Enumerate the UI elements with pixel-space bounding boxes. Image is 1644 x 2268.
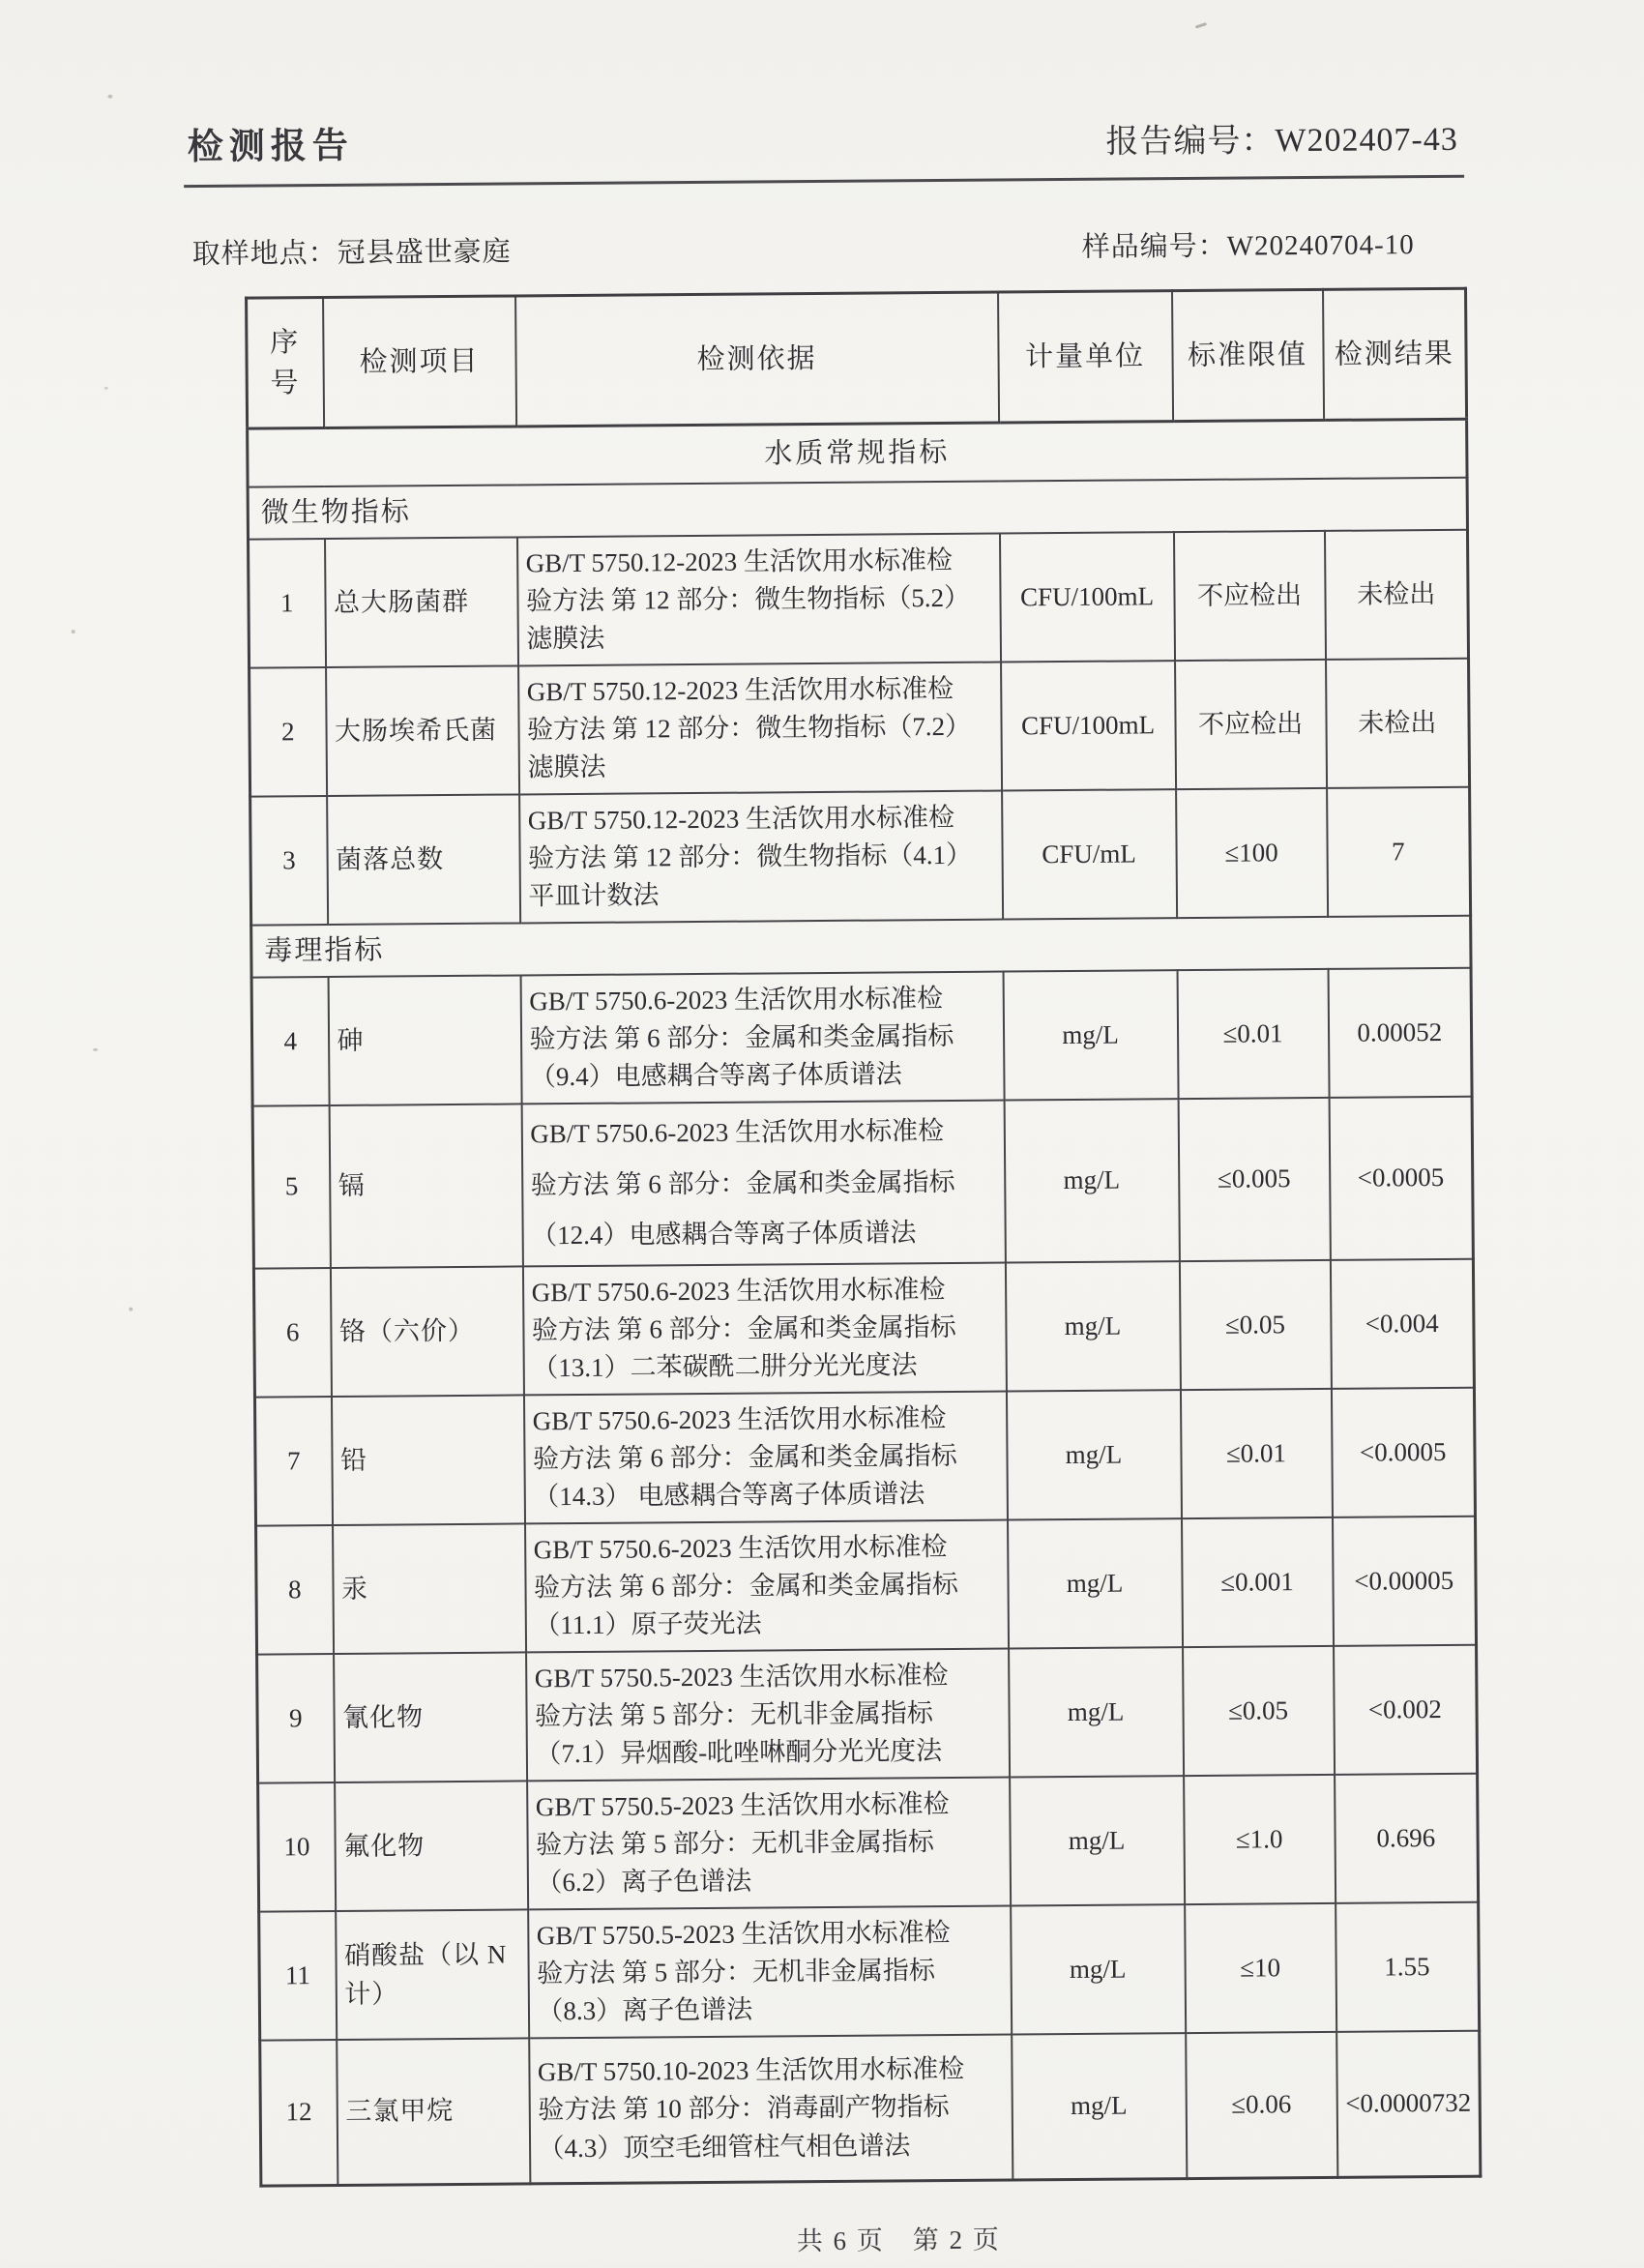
col-header-basis: 检测依据 [515, 292, 999, 427]
standard-limit: ≤0.001 [1181, 1517, 1333, 1647]
unit: mg/L [1003, 970, 1178, 1100]
test-basis: GB/T 5750.12-2023 生活饮用水标准检 验方法 第 12 部分：微生物指标（4.1） 平皿计数法 [519, 791, 1003, 924]
table-row [258, 1774, 1479, 1912]
scan-speck [72, 630, 75, 633]
section-row-microbial [248, 478, 1467, 540]
row-number: 8 [256, 1525, 334, 1655]
row-number: 11 [259, 1911, 337, 2041]
table-row [252, 1097, 1473, 1269]
test-basis: GB/T 5750.6-2023 生活饮用水标准检 验方法 第 6 部分：金属和类金属指标 （11.1）原子荧光法 [525, 1520, 1009, 1653]
test-basis: GB/T 5750.6-2023 生活饮用水标准检 验方法 第 6 部分：金属和类金属指标 （13.1）二苯碳酰二肼分光光度法 [522, 1263, 1006, 1396]
unit: CFU/100mL [1001, 661, 1176, 790]
table-row [250, 787, 1471, 926]
standard-limit: ≤0.05 [1183, 1646, 1335, 1776]
group-title: 水质常规指标 [248, 419, 1467, 486]
scan-speck [104, 387, 108, 390]
col-header-result: 检测结果 [1323, 288, 1467, 420]
table-row [260, 2031, 1481, 2186]
test-basis: GB/T 5750.6-2023 生活饮用水标准检 验方法 第 6 部分：金属和类金属指标 （14.3） 电感耦合等离子体质谱法 [523, 1392, 1007, 1524]
standard-limit: ≤0.01 [1180, 1389, 1332, 1518]
unit: mg/L [1011, 1904, 1186, 2034]
unit: mg/L [1006, 1390, 1181, 1519]
test-basis: GB/T 5750.5-2023 生活饮用水标准检 验方法 第 5 部分：无机非金属指标 （7.1）异烟酸-吡唑啉酮分光光度法 [526, 1649, 1010, 1782]
table-row [250, 659, 1470, 797]
unit: mg/L [1009, 1647, 1184, 1777]
row-number: 12 [260, 2040, 338, 2186]
page-footer: 共 6 页 第 2 页 [796, 2224, 1001, 2256]
row-number: 1 [249, 539, 326, 668]
test-result: <0.0000732 [1336, 2031, 1481, 2178]
test-basis: GB/T 5750.10-2023 生活饮用水标准检 验方法 第 10 部分：消毒副产物指标 （4.3）顶空毛细管柱气相色谱法 [529, 2034, 1013, 2183]
test-item: 总大肠菌群 [325, 537, 518, 667]
table-row [249, 530, 1469, 668]
test-result: <0.00005 [1332, 1517, 1476, 1646]
unit: CFU/100mL [999, 532, 1174, 662]
test-item: 铬（六价） [330, 1266, 523, 1397]
test-item: 氟化物 [335, 1781, 528, 1911]
test-item: 三氯甲烷 [337, 2038, 530, 2185]
report-number: 报告编号：W202407-43 [1105, 121, 1458, 161]
col-header-no: 序号 [247, 298, 324, 429]
col-header-unit: 计量单位 [998, 291, 1173, 423]
test-result: 1.55 [1336, 1902, 1480, 2032]
row-number: 4 [251, 977, 329, 1106]
test-result: <0.0005 [1331, 1388, 1475, 1517]
section-title: 毒理指标 [251, 916, 1471, 978]
table-row [259, 1902, 1480, 2041]
test-result: 7 [1327, 787, 1471, 917]
test-item: 镉 [329, 1104, 522, 1268]
standard-limit: ≤0.06 [1186, 2032, 1337, 2179]
test-item: 硝酸盐（以 N 计） [336, 1909, 529, 2040]
standard-limit: ≤0.01 [1177, 969, 1329, 1099]
test-item: 汞 [333, 1523, 526, 1654]
sampling-site: 取样地点：冠县盛世豪庭 [191, 236, 512, 271]
test-basis: GB/T 5750.12-2023 生活饮用水标准检 验方法 第 12 部分：微生物指标（5.2） 滤膜法 [517, 534, 1001, 666]
test-result: 0.696 [1335, 1774, 1479, 1903]
scan-speck [129, 1308, 132, 1311]
unit: CFU/mL [1002, 789, 1177, 919]
test-item: 氰化物 [334, 1652, 527, 1782]
standard-limit: ≤1.0 [1184, 1775, 1336, 1904]
unit: mg/L [1005, 1261, 1180, 1391]
test-basis: GB/T 5750.6-2023 生活饮用水标准检 验方法 第 6 部分：金属和类金属指标 （9.4）电感耦合等离子体质谱法 [520, 972, 1004, 1105]
scan-speck [93, 1048, 98, 1051]
col-header-limit: 标准限值 [1172, 289, 1324, 421]
table-row [257, 1645, 1478, 1783]
unit: mg/L [1012, 2033, 1187, 2180]
standard-limit: ≤0.05 [1179, 1260, 1331, 1390]
standard-limit: ≤100 [1176, 788, 1328, 918]
table-row [254, 1388, 1475, 1526]
test-basis: GB/T 5750.5-2023 生活饮用水标准检 验方法 第 5 部分：无机非金属指标 （8.3）离子色谱法 [528, 1906, 1012, 2039]
standard-limit: 不应检出 [1175, 660, 1327, 789]
unit: mg/L [1008, 1518, 1183, 1648]
sample-number: 样品编号：W20240704-10 [1081, 229, 1415, 263]
row-number: 5 [252, 1105, 330, 1269]
section-title: 微生物指标 [248, 478, 1467, 540]
test-result: 未检出 [1326, 659, 1470, 788]
table-row [251, 968, 1472, 1106]
page-title: 检测报告 [187, 125, 354, 167]
header-divider [184, 175, 1464, 188]
row-number: 3 [250, 796, 328, 926]
standard-limit: ≤0.005 [1178, 1098, 1330, 1261]
test-item: 大肠埃希氏菌 [326, 665, 519, 796]
standard-limit: ≤10 [1185, 1903, 1336, 2033]
test-result: <0.0005 [1329, 1097, 1473, 1260]
test-item: 菌落总数 [327, 794, 520, 925]
sample-info-row [192, 222, 1415, 272]
unit: mg/L [1004, 1099, 1179, 1262]
row-number: 10 [258, 1782, 336, 1912]
standard-limit: 不应检出 [1173, 531, 1325, 661]
group-title-row [248, 419, 1467, 486]
test-basis: GB/T 5750.5-2023 生活饮用水标准检 验方法 第 5 部分：无机非金属指标 （6.2）离子色谱法 [527, 1778, 1011, 1910]
test-result: 未检出 [1324, 530, 1468, 660]
test-item: 砷 [328, 975, 521, 1105]
row-number: 2 [250, 667, 327, 797]
test-item: 铅 [331, 1395, 524, 1525]
test-result: <0.002 [1334, 1645, 1478, 1775]
scan-speck [107, 95, 112, 99]
col-header-item: 检测项目 [323, 296, 516, 428]
test-basis: GB/T 5750.6-2023 生活饮用水标准检 验方法 第 6 部分：金属和类金属指标 （12.4）电感耦合等离子体质谱法 [521, 1101, 1005, 1267]
row-number: 9 [257, 1654, 335, 1783]
row-number: 7 [254, 1397, 332, 1526]
table-header-row [247, 288, 1467, 428]
table-row [253, 1259, 1474, 1398]
unit: mg/L [1010, 1776, 1185, 1905]
test-results-table [245, 287, 1482, 2188]
test-result: <0.004 [1330, 1259, 1474, 1389]
section-row-toxicological [251, 916, 1471, 978]
row-number: 6 [253, 1268, 331, 1398]
test-result: 0.00052 [1328, 968, 1472, 1098]
report-header [187, 0, 1458, 169]
test-basis: GB/T 5750.12-2023 生活饮用水标准检 验方法 第 12 部分：微生物指标（7.2） 滤膜法 [518, 663, 1002, 795]
table-row [256, 1517, 1477, 1655]
